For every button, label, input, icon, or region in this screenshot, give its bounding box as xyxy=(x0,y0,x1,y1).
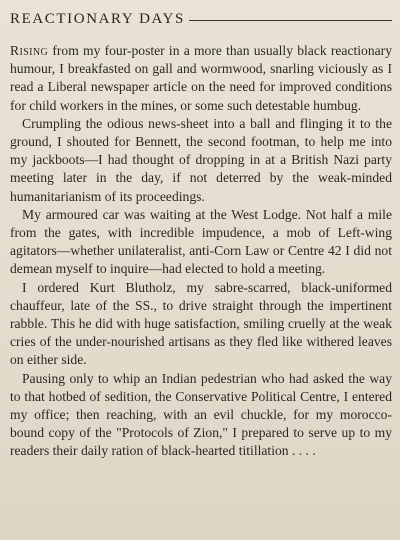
heading-rule xyxy=(189,20,392,21)
heading-row xyxy=(10,6,392,32)
article-page xyxy=(10,6,392,461)
paragraph-1 xyxy=(10,42,392,115)
opening-word: Rising xyxy=(10,43,49,58)
paragraph-4: I ordered Kurt Blutholz, my sabre-scarred, black-uniformed chauffeur, late of the SS., to drive straight through the impertinent rabble. This he did with huge satisfaction, smiling cruelly at the weak cries of the under-nourished artisans as they fled like withered leaves on either side. xyxy=(10,279,392,368)
paragraph-2: Crumpling the odious news-sheet into a ball and flinging it to the ground, I shouted for Bennett, the second footman, to help me into my jackboots—I had thought of dropping in at a British Nazi party meeting later in the day, if not deterred by the weak-minded humanitarianism of its proceedings. xyxy=(10,115,392,204)
paragraph-1-text: from my four-poster in a more than usually black reactionary humour, I breakfasted on gall and wormwood, snarling viciously as I read a Liberal newspaper article on the need for improved conditions for child workers in the mines, or some such detestable humbug. xyxy=(10,43,392,113)
article-body xyxy=(10,42,392,461)
article-heading: REACTIONARY DAYS xyxy=(10,10,185,27)
paragraph-5: Pausing only to whip an Indian pedestrian who had asked the way to that hotbed of sedition, the Conservative Political Centre, I entered my office; then reaching, with an evil chuckle, for my morocco-bound copy of the "Protocols of Zion," I prepared to serve up to my readers their daily ration of black-hearted titillation . . . . xyxy=(10,370,392,459)
paragraph-3: My armoured car was waiting at the West Lodge. Not half a mile from the gates, with incredible impudence, a mob of Left-wing agitators—whether unilateralist, anti-Corn Law or Centre 42 I did not demean myself to inquire—had elected to hold a meeting. xyxy=(10,206,392,277)
